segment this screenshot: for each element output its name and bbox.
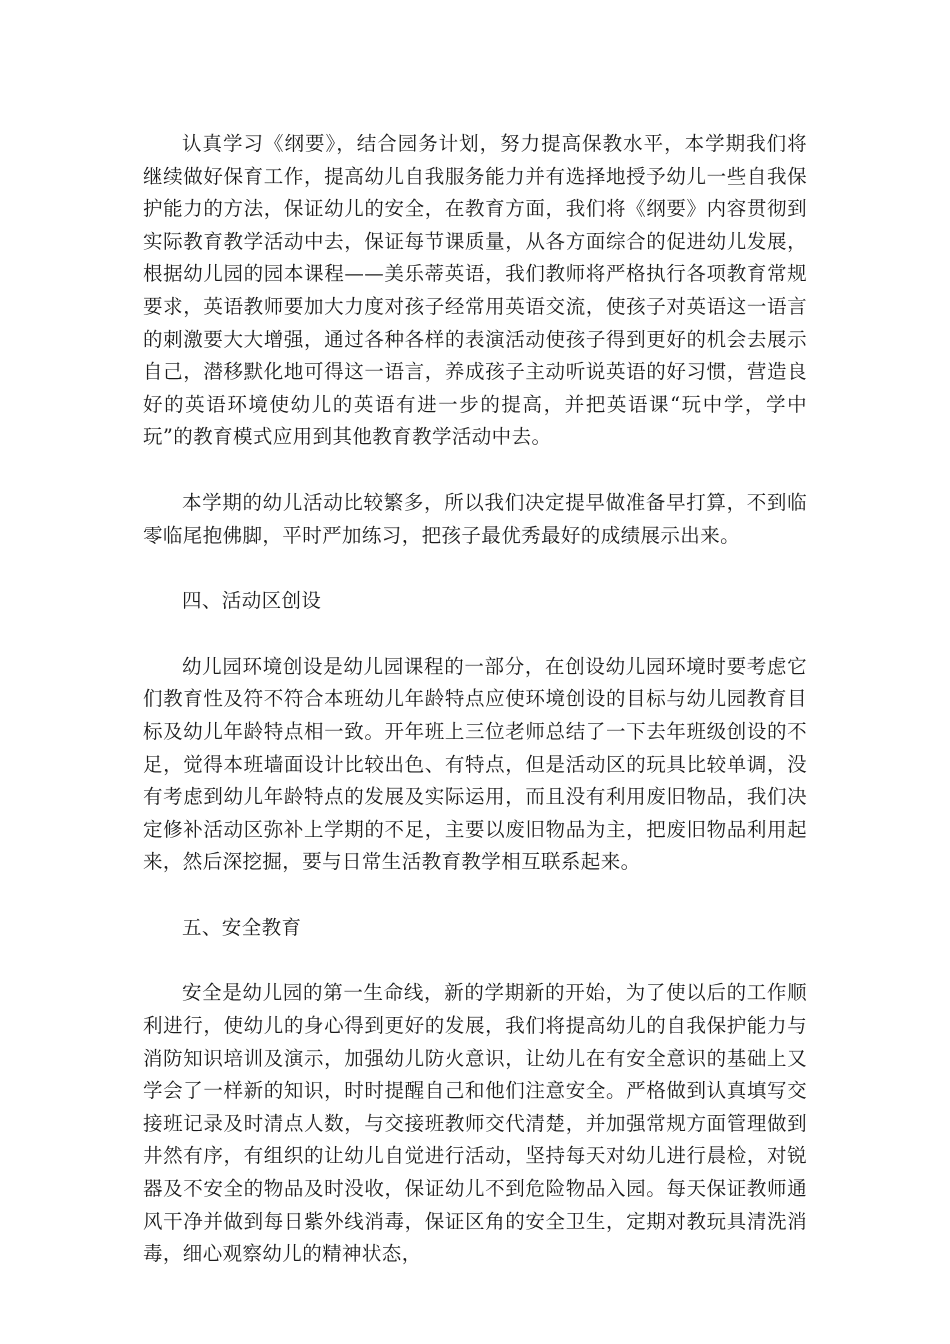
paragraph-gap xyxy=(143,618,807,651)
paragraph-activities: 本学期的幼儿活动比较繁多，所以我们决定提早做准备早打算，不到临零临尾抱佛脚，平时严加练习，把孩子最优秀最好的成绩展示出来。 xyxy=(143,490,807,547)
section-heading-safety: 五、安全教育 xyxy=(182,915,302,939)
document-body xyxy=(143,128,807,1271)
paragraph-gap xyxy=(143,879,807,912)
paragraph-gap xyxy=(143,944,807,977)
paragraph-gap xyxy=(143,454,807,487)
paragraph-safety: 安全是幼儿园的第一生命线，新的学期新的开始，为了使以后的工作顺利进行，使幼儿的身心得到更好的发展，我们将提高幼儿的自我保护能力与消防知识培训及演示，加强幼儿防火意识，让幼儿在有安全意识的基础上又学会了一样新的知识，时时提醒自己和他们注意安全。严格做到认真填写交接班记录及时清点人数，与交接班教师交代清楚，并加强常规方面管理做到井然有序，有组织的让幼儿自觉进行活动，坚持每天对幼儿进行晨检，对锐器及不安全的物品及时没收，保证幼儿不到危险物品入园。每天保证教师通风干净并做到每日紫外线消毒，保证区角的安全卫生，定期对教玩具清洗消毒，细心观察幼儿的精神状态， xyxy=(143,981,807,1266)
paragraph-study-outline: 认真学习《纲要》，结合园务计划，努力提高保教水平，本学期我们将继续做好保育工作，提高幼儿自我服务能力并有选择地授予幼儿一些自我保护能力的方法，保证幼儿的安全，在教育方面，我们将《纲要》内容贯彻到实际教育教学活动中去，保证每节课质量，从各方面综合的促进幼儿发展，根据幼儿园的园本课程——美乐蒂英语，我们教师将严格执行各项教育常规要求，英语教师要加大力度对孩子经常用英语交流，使孩子对英语这一语言的刺激要大大增强，通过各种各样的表演活动使孩子得到更好的机会去展示自己，潜移默化地可得这一语言，养成孩子主动听说英语的好习惯，营造良好的英语环境使幼儿的英语有进一步的提高，并把英语课“玩中学，学中玩”的教育模式应用到其他教育教学活动中去。 xyxy=(143,132,807,449)
paragraph-environment: 幼儿园环境创设是幼儿园课程的一部分，在创设幼儿园环境时要考虑它们教育性及符不符合本班幼儿年龄特点应使环境创设的目标与幼儿园教育目标及幼儿年龄特点相一致。开年班上三位老师总结了一下去年班级创设的不足，觉得本班墙面设计比较出色、有特点，但是活动区的玩具比较单调，没有考虑到幼儿年龄特点的发展及实际运用，而且没有利用废旧物品，我们决定修补活动区弥补上学期的不足，主要以废旧物品为主，把废旧物品利用起来，然后深挖掘，要与日常生活教育教学相互联系起来。 xyxy=(143,654,807,874)
paragraph-gap xyxy=(143,552,807,585)
section-heading-activity-area: 四、活动区创设 xyxy=(182,589,322,613)
